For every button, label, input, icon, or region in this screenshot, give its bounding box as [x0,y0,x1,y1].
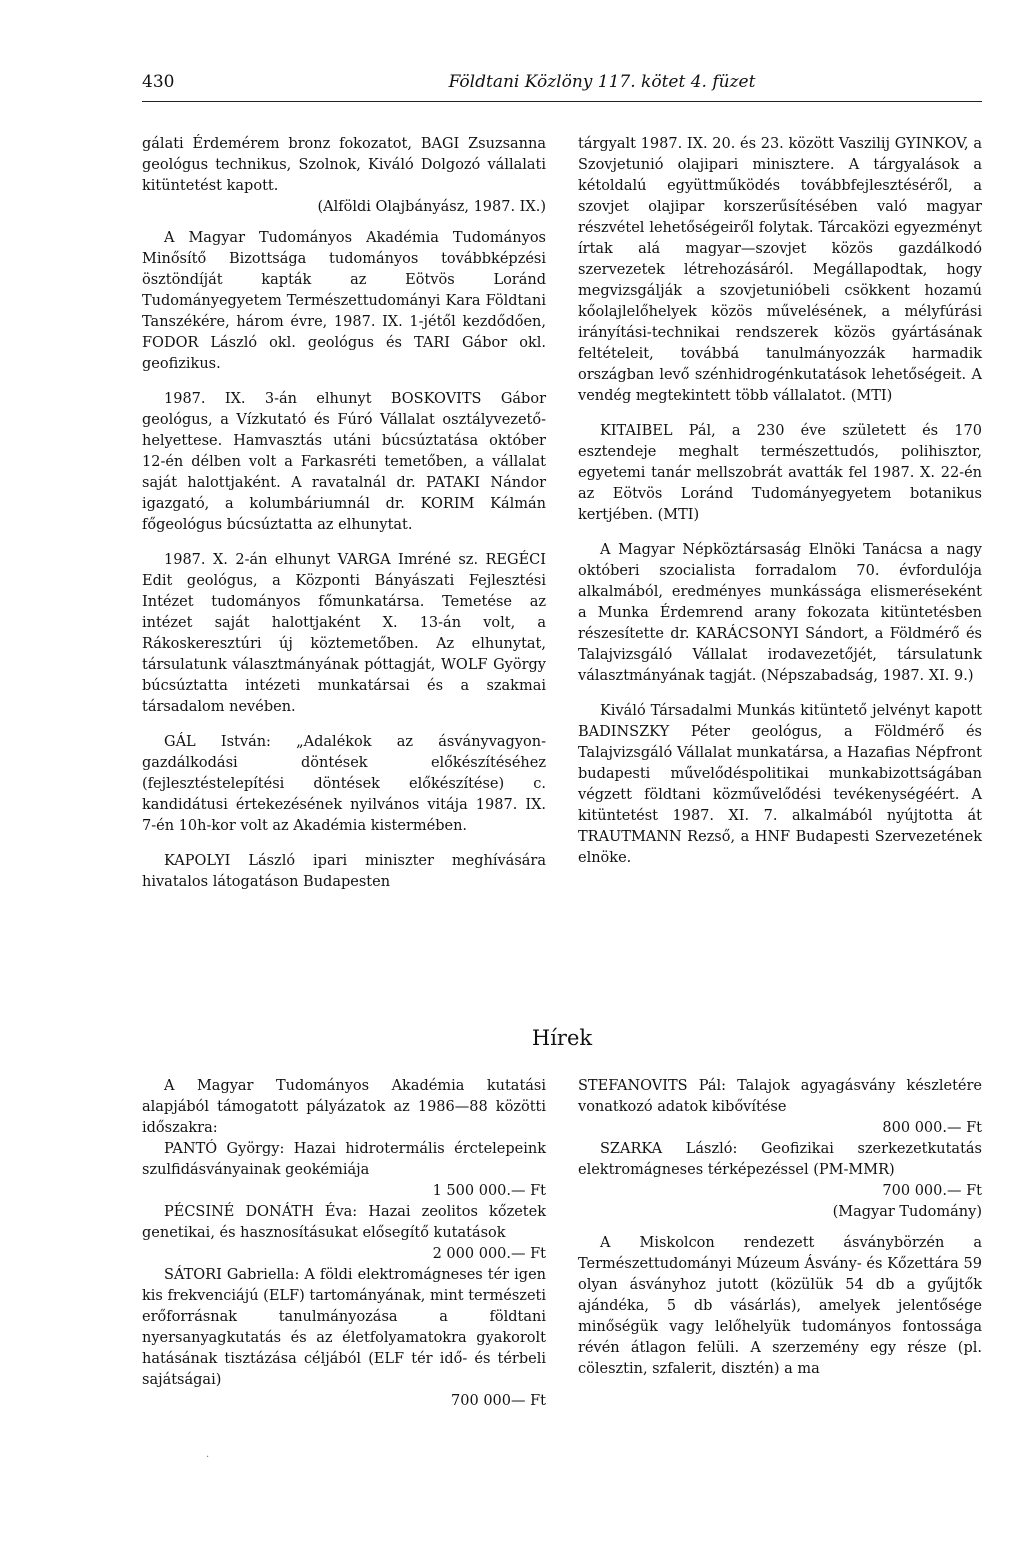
paragraph: KITAIBEL Pál, a 230 éve született és 170 esztendeje meghalt természettudós, polihisztor, egyetemi tanár mellszobrát avatták fel 1987. X. 22-én az Eötvös Loránd Tudományegyetem botanikus kertjében. (MTI) [578,423,982,523]
paragraph: Kiváló Társadalmi Munkás kitüntető jelvényt kapott BADINSZKY Péter geológus, a Földmérő és Talajvizsgáló Vállalat munkatársa, a Hazafias Népfront budapesti művelődéspolitikai munkabizottságában végzett földtani közművelődési tevékenységéért. A kitüntetést 1987. XI. 7. alkalmából nyújtotta át TRAUTMANN Rezső, a HNF Budapesti Szervezetének elnöke. [578,703,982,866]
column-left-top [142,134,546,907]
running-header [142,72,982,106]
column-right-top [578,134,982,883]
paragraph: 1987. IX. 3-án elhunyt BOSKOVITS Gábor geológus, a Vízkutató és Fúró Vállalat osztályvezető-helyettese. Hamvasztás utáni búcsúztatása október 12-én délben volt a Farkasréti temetőben, a vállalat saját halottjaként. A ravatalnál dr. PATAKI Nándor igazgató, a kolumbáriumnál dr. KORIM Kálmán főgeológus búcsúztatta az elhunytat. [142,391,546,533]
section-title: Hírek [531,1026,593,1050]
page-number: 430 [142,72,175,92]
paragraph: A Magyar Népköztársaság Elnöki Tanácsa a nagy októberi szocialista forradalom 70. évfordulója alkalmából, eredményes munkássága elismeréseként a Munka Érdemrend arany fokozata kitüntetésben részesítette dr. KARÁCSONYI Sándort, a Földmérő és Talajvizsgáló Vállalat irodavezetőjét, társulatunk választmányának tagját. (Népszabadság, 1987. XI. 9.) [578,542,982,684]
grant-entry: STEFANOVITS Pál: Talajok agyagásvány készletére vonatkozó adatok kibővítése [578,1078,982,1115]
column-right-bottom [578,1076,982,1394]
grant-amount: 800 000.— Ft [882,1120,982,1136]
paragraph: A Miskolcon rendezett ásványbörzén a Természettudományi Múzeum Ásvány- és Kőzettára 59 olyan ásványhoz jutott (közülük 54 db a gyűjtők ajándéka, 5 db vásárlás), amelyek jelentősége minőségük vagy lelőhelyük tudományos fontossága révén átlagon felüli. A szerzemény egy része (pl. cölesztin, szfalerit, disztén) a ma [578,1235,982,1377]
source-reference: (Magyar Tudomány) [832,1204,982,1220]
source-reference: (Alföldi Olajbányász, 1987. IX.) [317,199,546,215]
column-left-bottom [142,1076,546,1412]
paragraph: A Magyar Tudományos Akadémia Tudományos Minősítő Bizottsága tudományos továbbképzési ösztöndíját kapták az Eötvös Loránd Tudományegyetem Természettudományi Kara Földtani Tanszékére, három évre, 1987. IX. 1-jétől kezdődően, FODOR László okl. geológus és TARI Gábor okl. geofizikus. [142,230,546,372]
grant-entry: SZARKA László: Geofizikai szerkezetkutatás elektromágneses térképezéssel (PM-MMR) [578,1141,982,1178]
grant-amount: 700 000.— Ft [882,1183,982,1199]
grant-entry: SÁTORI Gabriella: A földi elektromágneses tér igen kis frekvenciájú (ELF) tartományának, mint természeti erőforrásnak tanulmányozása a földtani nyersanyagkutatás és az életfolyamatokra gyakorolt hatásának tisztázása céljából (ELF tér idő- és térbeli sajátságai) [142,1267,546,1388]
journal-title: Földtani Közlöny 117. kötet 4. füzet [448,72,756,92]
grant-entry: PANTÓ György: Hazai hidrotermális érctelepeink szulfidásványainak geokémiája [142,1141,546,1178]
paragraph: tárgyalt 1987. IX. 20. és 23. között Vaszilij GYINKOV, a Szovjetunió olajipari minisztere. A tárgyalások a kétoldalú együttműködés továbbfejlesztéséről, a szovjet olajipar korszerűsítésében való magyar részvétel lehetőségeiről folytak. Tárcaközi egyezményt írtak alá magyar—szovjet közös gazdálkodó szervezetek létrehozásáról. Megállapodtak, hogy megvizsgálják a szovjetunióbeli csökkent hozamú kőolajlelőhelyek közös művelésének, a mélyfúrási irányítási-technikai rendszerek közös gyártásának feltételeit, továbbá tanulmányozzák harmadik országban levő szénhidrogénkutatások lehetőségeit. A vendég megtekintett több vállalatot. (MTI) [578,136,982,404]
grant-amount: 700 000— Ft [451,1393,546,1409]
paragraph: A Magyar Tudományos Akadémia kutatási alapjából támogatott pályázatok az 1986—88 közötti időszakra: [142,1078,546,1136]
paragraph: gálati Érdemérem bronz fokozatot, BAGI Zsuzsanna geológus technikus, Szolnok, Kiváló Dolgozó vállalati kitüntetést kapott. [142,136,546,194]
grant-entry: PÉCSINÉ DONÁTH Éva: Hazai zeolitos kőzetek genetikai, és hasznosításukat elősegítő kutatások [142,1204,546,1241]
grant-amount: 1 500 000.— Ft [432,1183,546,1199]
paragraph: KAPOLYI László ipari miniszter meghívására hivatalos látogatáson Budapesten [142,853,546,890]
header-rule [142,101,982,102]
stray-dot: · [206,1452,210,1463]
grant-amount: 2 000 000.— Ft [432,1246,546,1262]
paragraph: GÁL István: „Adalékok az ásványvagyon-gazdálkodási döntések előkészítéséhez (fejlesztéstelepítési döntések előkészítése) c. kandidátusi értekezésének nyilvános vitája 1987. IX. 7-én 10h-kor volt az Akadémia kistermében. [142,734,546,834]
paragraph: 1987. X. 2-án elhunyt VARGA Imréné sz. REGÉCI Edit geológus, a Központi Bányászati Fejlesztési Intézet tudományos főmunkatársa. Temetése az intézet saját halottjaként X. 13-án volt, a Rákoskeresztúri új köztemetőben. Az elhunytat, társulatunk választmányának póttagját, WOLF György búcsúztatta intézeti munkatársai és a szakmai társadalom nevében. [142,552,546,715]
